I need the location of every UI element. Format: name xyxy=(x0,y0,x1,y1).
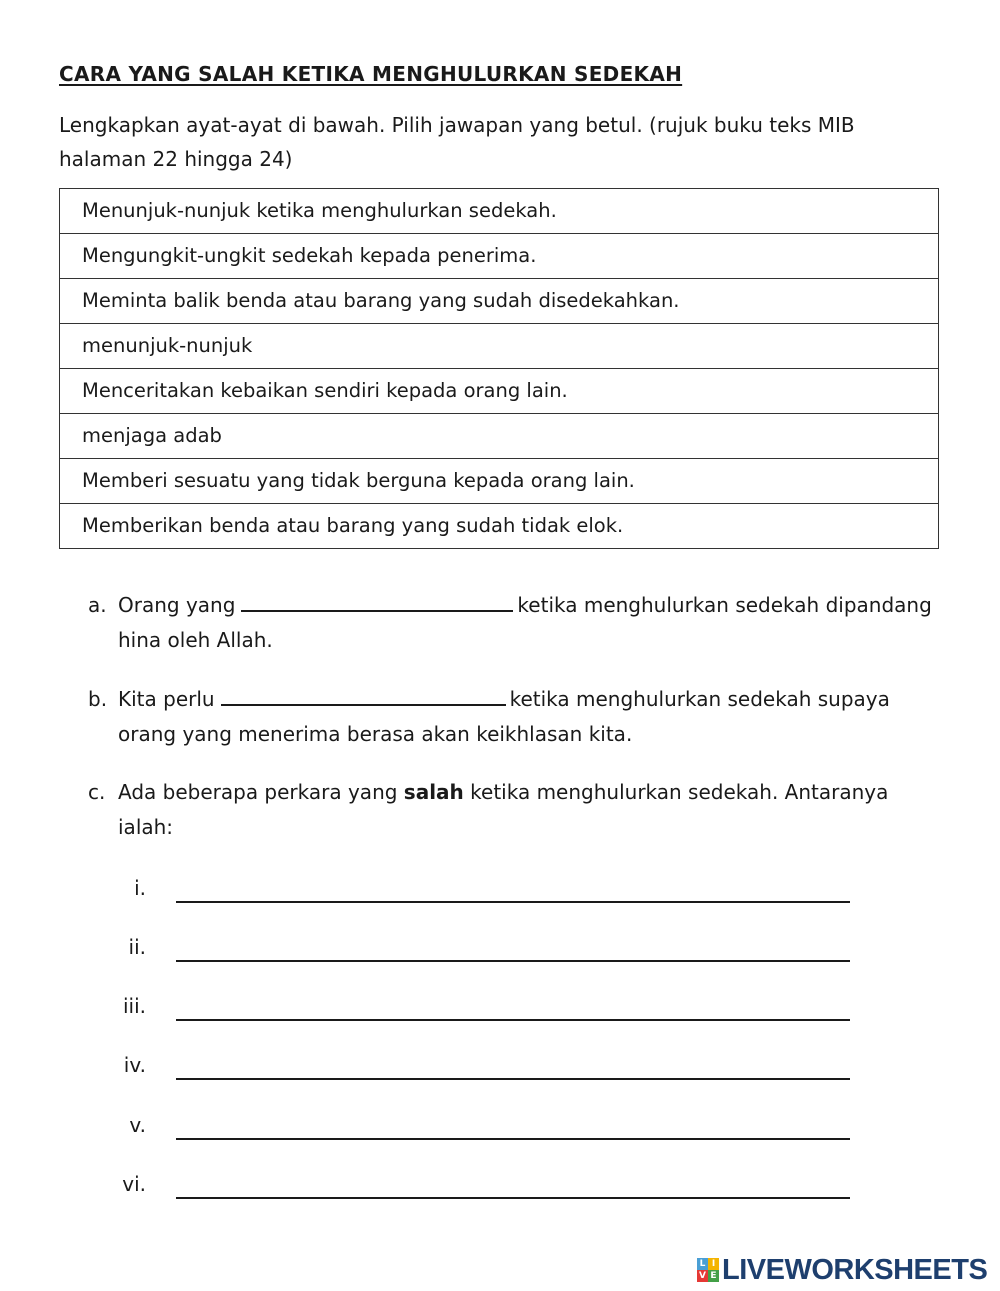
answer-numeral: v. xyxy=(129,1113,146,1137)
option-cell: Menceritakan kebaikan sendiri kepada orang lain. xyxy=(60,369,939,414)
question-b-text-before: Kita perlu xyxy=(118,687,215,711)
answer-underline xyxy=(176,1078,850,1080)
answer-line-1[interactable] xyxy=(120,873,850,903)
logo-mark-letter: V xyxy=(697,1270,708,1282)
question-a xyxy=(88,588,938,658)
answer-numeral: iii. xyxy=(122,994,146,1018)
answer-underline xyxy=(176,960,850,962)
question-a-blank[interactable] xyxy=(241,588,513,612)
answer-numeral: vi. xyxy=(122,1172,146,1196)
liveworksheets-logo[interactable] xyxy=(697,1254,987,1286)
option-cell: menjaga adab xyxy=(60,414,939,459)
answer-line-3[interactable] xyxy=(120,991,850,1021)
logo-mark-letter: I xyxy=(708,1258,719,1270)
option-row xyxy=(60,324,939,369)
answer-underline xyxy=(176,1138,850,1140)
option-cell: Mengungkit-ungkit sedekah kepada penerima. xyxy=(60,234,939,279)
answer-numeral: ii. xyxy=(128,935,146,959)
option-cell: Meminta balik benda atau barang yang sudah disedekahkan. xyxy=(60,279,939,324)
question-b-blank[interactable] xyxy=(221,682,506,706)
question-a-letter: a. xyxy=(88,593,107,617)
logo-mark-letter: L xyxy=(697,1258,708,1270)
question-c-bold-word: salah xyxy=(403,780,464,804)
option-row xyxy=(60,279,939,324)
option-row xyxy=(60,189,939,234)
option-cell: Menunjuk-nunjuk ketika menghulurkan sedekah. xyxy=(60,189,939,234)
question-b-text-after: ketika menghulurkan sedekah supaya orang yang menerima berasa akan keikhlasan kita. xyxy=(118,687,890,746)
question-a-text-after: ketika menghulurkan sedekah dipandang hina oleh Allah. xyxy=(118,593,932,652)
option-row xyxy=(60,234,939,279)
answer-line-4[interactable] xyxy=(120,1050,850,1080)
answer-line-2[interactable] xyxy=(120,932,850,962)
worksheet-title: CARA YANG SALAH KETIKA MENGHULURKAN SEDEKAH xyxy=(59,62,683,86)
option-cell: menunjuk-nunjuk xyxy=(60,324,939,369)
answer-options-table xyxy=(59,188,939,549)
question-b-letter: b. xyxy=(88,687,108,711)
question-c-letter: c. xyxy=(88,780,106,804)
answer-underline xyxy=(176,901,850,903)
question-a-text-before: Orang yang xyxy=(118,593,236,617)
answer-underline xyxy=(176,1019,850,1021)
option-row xyxy=(60,459,939,504)
option-row xyxy=(60,369,939,414)
answer-underline xyxy=(176,1197,850,1199)
option-cell: Memberi sesuatu yang tidak berguna kepada orang lain. xyxy=(60,459,939,504)
question-c-text-after: ketika menghulurkan sedekah. Antaranya ialah: xyxy=(118,780,889,839)
logo-mark-letter: E xyxy=(708,1270,719,1282)
question-c xyxy=(88,775,938,845)
liveworksheets-logo-icon xyxy=(697,1258,719,1282)
option-row xyxy=(60,414,939,459)
option-cell: Memberikan benda atau barang yang sudah tidak elok. xyxy=(60,504,939,549)
answer-numeral: i. xyxy=(134,876,146,900)
question-b xyxy=(88,682,938,752)
option-row xyxy=(60,504,939,549)
question-c-text-before: Ada beberapa perkara yang xyxy=(118,780,398,804)
answer-line-6[interactable] xyxy=(120,1169,850,1199)
answer-line-5[interactable] xyxy=(120,1110,850,1140)
instructions-text: Lengkapkan ayat-ayat di bawah. Pilih jawapan yang betul. (rujuk buku teks MIB halaman 22 hingga 24) xyxy=(59,113,855,171)
answer-numeral: iv. xyxy=(123,1053,146,1077)
liveworksheets-logo-text: LIVEWORKSHEETS xyxy=(722,1253,988,1286)
